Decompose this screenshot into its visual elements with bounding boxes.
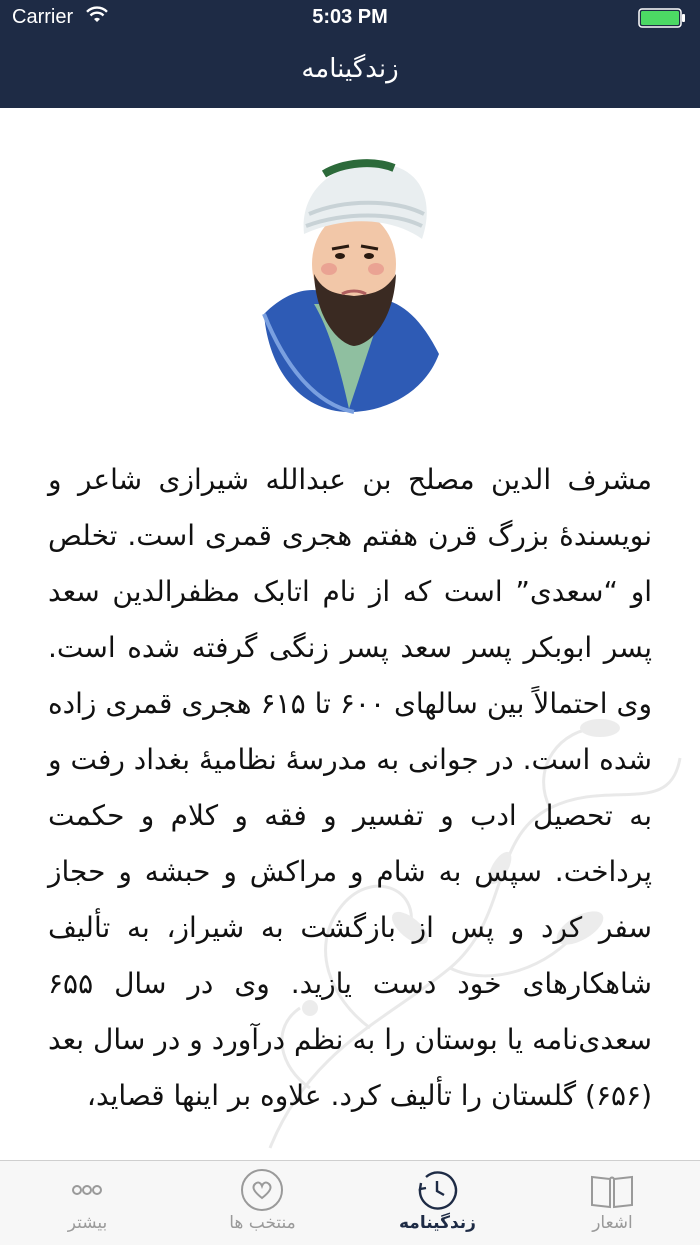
page-title: زندگینامه bbox=[301, 54, 399, 84]
tab-more-label: بیشتر bbox=[67, 1213, 108, 1233]
more-icon bbox=[62, 1167, 112, 1213]
tab-biography-label: زندگینامه bbox=[399, 1213, 476, 1233]
history-icon bbox=[412, 1167, 462, 1213]
biography-content[interactable] bbox=[0, 108, 700, 1160]
status-bar bbox=[0, 0, 700, 36]
clock: 5:03 PM bbox=[312, 6, 388, 28]
book-icon bbox=[587, 1167, 637, 1213]
navigation-bar bbox=[0, 36, 700, 108]
tab-poems-label: اشعار bbox=[592, 1213, 633, 1233]
tab-more[interactable] bbox=[0, 1161, 175, 1245]
heart-icon bbox=[237, 1167, 287, 1213]
tab-biography[interactable] bbox=[350, 1161, 525, 1245]
biography-text: مشرف الدین مصلح بن عبدالله شیرازی شاعر و نویسندهٔ بزرگ قرن هفتم هجری قمری است. تخلص او “سعدی” است که از نام اتابک مظفرالدین سعد پسر ابوبکر پسر سعد پسر زنگی گرفته شده است. وی احتمالاً بین سالهای ۶۰۰ تا ۶۱۵ هجری قمری زاده شده است. در جوانی به مدرسهٔ نظامیهٔ بغداد رفت و به تحصیل ادب و تفسیر و فقه و کلام و حکمت پرداخت. سپس به شام و مراکش و حبشه و حجاز سفر کرد و پس از بازگشت به شیراز، به تألیف شاهکارهای خود دست یازید. وی در سال ۶۵۵ سعدی‌نامه یا بوستان را به نظم درآورد و در سال بعد (۶۵۶) گلستان را تألیف کرد. علاوه بر اینها قصاید، bbox=[48, 463, 652, 1112]
tab-favorites-label: منتخب ها bbox=[229, 1213, 296, 1233]
battery-icon bbox=[638, 8, 688, 28]
tab-bar bbox=[0, 1160, 700, 1245]
saadi-portrait bbox=[254, 154, 444, 414]
tab-poems[interactable] bbox=[525, 1161, 700, 1245]
tab-favorites[interactable] bbox=[175, 1161, 350, 1245]
carrier-label: Carrier bbox=[12, 6, 74, 28]
